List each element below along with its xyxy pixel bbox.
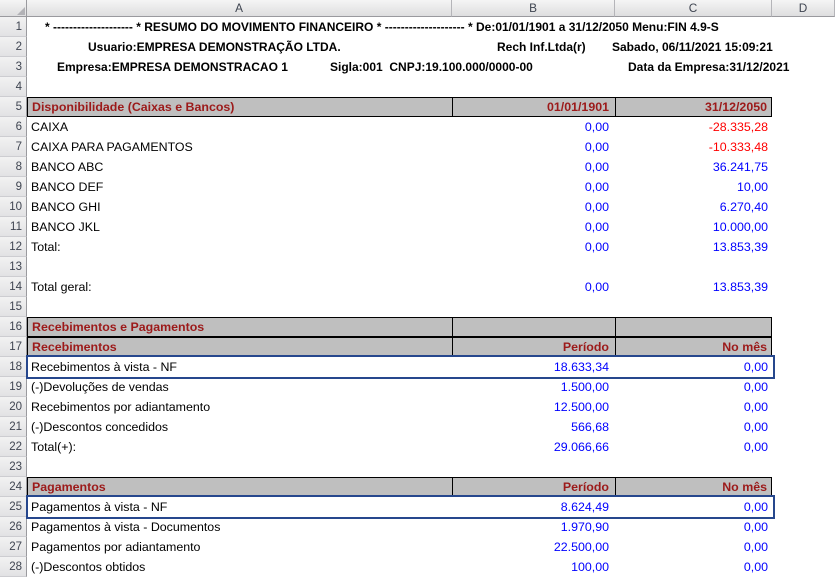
row-header-17[interactable]: 17 (0, 337, 27, 357)
row-header-4[interactable]: 4 (0, 77, 27, 97)
row-header-6[interactable]: 6 (0, 117, 27, 137)
value-cell[interactable]: 10,00 (736, 180, 768, 194)
value-cell[interactable]: 0,00 (743, 500, 768, 514)
value-cell[interactable]: 0,00 (743, 400, 768, 414)
sheet-row-14 (0, 277, 835, 297)
row-header-18[interactable]: 18 (0, 357, 27, 377)
column-header-C[interactable]: C (615, 0, 772, 17)
value-cell[interactable]: 0,00 (584, 140, 609, 154)
sheet-row-8 (0, 157, 835, 177)
value-cell[interactable]: 22.500,00 (553, 540, 609, 554)
section-header-cell[interactable]: Período (452, 337, 615, 357)
sheet-row-26 (0, 517, 835, 537)
sheet-row-12 (0, 237, 835, 257)
value-cell[interactable]: -28.335,28 (708, 120, 768, 134)
value-cell[interactable]: 0,00 (743, 380, 768, 394)
section-header-cell[interactable]: 01/01/1901 (452, 97, 615, 117)
sheet-row-23 (0, 457, 835, 477)
sheet-row-1 (0, 17, 835, 37)
sheet-row-6 (0, 117, 835, 137)
select-all-triangle-icon (17, 7, 25, 15)
row-header-25[interactable]: 25 (0, 497, 27, 517)
report-header-text[interactable]: Data da Empresa:31/12/2021 (628, 60, 790, 74)
sheet-row-11 (0, 217, 835, 237)
column-header-A[interactable]: A (27, 0, 452, 17)
row-header-22[interactable]: 22 (0, 437, 27, 457)
section-header-cell[interactable]: No mês (615, 477, 772, 497)
row-header-24[interactable]: 24 (0, 477, 27, 497)
value-cell[interactable]: 36.241,75 (712, 160, 768, 174)
label-cell[interactable]: Pagamentos à vista - Documentos (31, 520, 221, 534)
value-cell[interactable]: 13.853,39 (712, 240, 768, 254)
value-cell[interactable]: 13.853,39 (712, 280, 768, 294)
row-header-7[interactable]: 7 (0, 137, 27, 157)
value-cell[interactable]: 0,00 (584, 220, 609, 234)
sheet-row-7 (0, 137, 835, 157)
column-header-B[interactable]: B (452, 0, 615, 17)
sheet-row-5 (0, 97, 835, 117)
sheet-row-21 (0, 417, 835, 437)
label-cell[interactable]: BANCO GHI (31, 200, 101, 214)
value-cell[interactable]: 10.000,00 (712, 220, 768, 234)
row-header-28[interactable]: 28 (0, 557, 27, 577)
value-cell[interactable]: 0,00 (743, 520, 768, 534)
row-header-1[interactable]: 1 (0, 17, 27, 37)
value-cell[interactable]: 1.500,00 (560, 380, 609, 394)
row-header-12[interactable]: 12 (0, 237, 27, 257)
label-cell[interactable]: Pagamentos por adiantamento (31, 540, 201, 554)
column-header-row (0, 0, 835, 17)
sheet-row-13 (0, 257, 835, 277)
value-cell[interactable]: 18.633,34 (553, 360, 609, 374)
label-cell[interactable]: Recebimentos por adiantamento (31, 400, 211, 414)
section-header-cell[interactable]: 31/12/2050 (615, 97, 772, 117)
sheet-row-22 (0, 437, 835, 457)
row-header-21[interactable]: 21 (0, 417, 27, 437)
row-header-8[interactable]: 8 (0, 157, 27, 177)
row-header-2[interactable]: 2 (0, 37, 27, 57)
sheet-row-25 (0, 497, 835, 517)
value-cell[interactable]: 1.970,90 (560, 520, 609, 534)
value-cell[interactable]: 0,00 (584, 180, 609, 194)
value-cell[interactable]: 29.066,66 (553, 440, 609, 454)
sheet-row-19 (0, 377, 835, 397)
report-header-text[interactable]: * -------------------- * RESUMO DO MOVIMENTO FINANCEIRO * -------------------- * De:01/01/1901 a 31/12/2050 Menu:FIN 4.9-S (45, 20, 719, 34)
report-header-text[interactable]: Sigla:001 CNPJ:19.100.000/0000-00 (330, 60, 533, 74)
sheet-row-20 (0, 397, 835, 417)
value-cell[interactable]: 100,00 (571, 560, 609, 574)
value-cell[interactable]: 6.270,40 (719, 200, 768, 214)
label-cell[interactable]: Total: (31, 240, 61, 254)
sheet-rows (0, 17, 835, 577)
value-cell[interactable]: 12.500,00 (553, 400, 609, 414)
sheet-row-2 (0, 37, 835, 57)
row-header-23[interactable]: 23 (0, 457, 27, 477)
sheet-row-28 (0, 557, 835, 577)
section-header-cell[interactable]: Recebimentos (27, 337, 452, 357)
label-cell[interactable]: Pagamentos à vista - NF (31, 500, 168, 514)
section-header-cell[interactable]: No mês (615, 337, 772, 357)
value-cell[interactable]: 0,00 (743, 440, 768, 454)
sheet-row-10 (0, 197, 835, 217)
row-header-26[interactable]: 26 (0, 517, 27, 537)
value-cell[interactable]: 8.624,49 (560, 500, 609, 514)
value-cell[interactable]: 0,00 (743, 420, 768, 434)
value-cell[interactable]: 0,00 (584, 160, 609, 174)
row-header-16[interactable]: 16 (0, 317, 27, 337)
row-header-5[interactable]: 5 (0, 97, 27, 117)
value-cell[interactable]: 566,68 (571, 420, 609, 434)
sheet-row-27 (0, 537, 835, 557)
value-cell[interactable]: 0,00 (743, 560, 768, 574)
label-cell[interactable]: (-)Descontos concedidos (31, 420, 169, 434)
section-header-cell[interactable] (615, 317, 772, 337)
value-cell[interactable]: 0,00 (743, 360, 768, 374)
label-cell[interactable]: CAIXA (31, 120, 69, 134)
sheet-row-16 (0, 317, 835, 337)
value-cell[interactable]: -10.333,48 (708, 140, 768, 154)
value-cell[interactable]: 0,00 (584, 120, 609, 134)
sheet-row-15 (0, 297, 835, 317)
report-header-text[interactable]: Sabado, 06/11/2021 15:09:21 (612, 40, 773, 54)
label-cell[interactable]: Recebimentos à vista - NF (31, 360, 177, 374)
label-cell[interactable]: Total(+): (31, 440, 77, 454)
sheet-row-9 (0, 177, 835, 197)
value-cell[interactable]: 0,00 (584, 200, 609, 214)
select-all-corner[interactable] (0, 0, 27, 17)
value-cell[interactable]: 0,00 (584, 280, 609, 294)
row-header-15[interactable]: 15 (0, 297, 27, 317)
label-cell[interactable]: CAIXA PARA PAGAMENTOS (31, 140, 193, 154)
label-cell[interactable]: BANCO ABC (31, 160, 104, 174)
report-header-text[interactable]: Empresa:EMPRESA DEMONSTRACAO 1 (57, 60, 288, 74)
label-cell[interactable]: (-)Descontos obtidos (31, 560, 146, 574)
sheet-row-18 (0, 357, 835, 377)
row-header-3[interactable]: 3 (0, 57, 27, 77)
label-cell[interactable]: BANCO DEF (31, 180, 104, 194)
sheet-row-24 (0, 477, 835, 497)
value-cell[interactable]: 0,00 (743, 540, 768, 554)
row-header-10[interactable]: 10 (0, 197, 27, 217)
section-header-cell[interactable]: Recebimentos e Pagamentos (27, 317, 452, 337)
section-header-cell[interactable]: Período (452, 477, 615, 497)
label-cell[interactable]: (-)Devoluções de vendas (31, 380, 169, 394)
sheet-row-3 (0, 57, 835, 77)
row-header-11[interactable]: 11 (0, 217, 27, 237)
sheet-row-4 (0, 77, 835, 97)
section-header-cell[interactable]: Disponibilidade (Caixas e Bancos) (27, 97, 452, 117)
report-header-text[interactable]: Rech Inf.Ltda(r) (497, 40, 586, 54)
row-header-14[interactable]: 14 (0, 277, 27, 297)
sheet-row-17 (0, 337, 835, 357)
section-header-cell[interactable] (452, 317, 615, 337)
report-header-text[interactable]: Usuario:EMPRESA DEMONSTRAÇÃO LTDA. (88, 40, 341, 54)
value-cell[interactable]: 0,00 (584, 240, 609, 254)
row-header-27[interactable]: 27 (0, 537, 27, 557)
row-header-20[interactable]: 20 (0, 397, 27, 417)
label-cell[interactable]: Total geral: (31, 280, 92, 294)
label-cell[interactable]: BANCO JKL (31, 220, 100, 234)
row-header-9[interactable]: 9 (0, 177, 27, 197)
column-header-D[interactable]: D (772, 0, 835, 17)
row-header-19[interactable]: 19 (0, 377, 27, 397)
section-header-cell[interactable]: Pagamentos (27, 477, 452, 497)
row-header-13[interactable]: 13 (0, 257, 27, 277)
